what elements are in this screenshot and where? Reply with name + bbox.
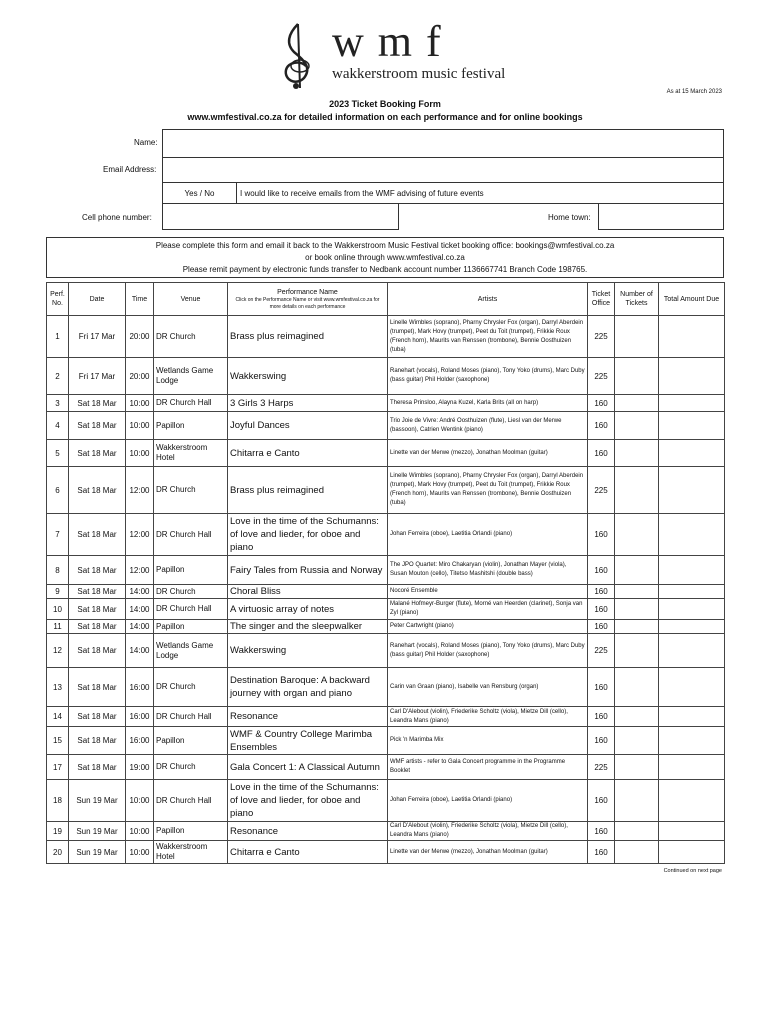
artists-cell: Pick 'n Marimba Mix — [388, 727, 588, 755]
artists-cell: Ranehart (vocals), Roland Moses (piano), Tony Yoko (drums), Marc Duby (bass guitar) Phil Holder (saxophone) — [388, 358, 588, 395]
table-row — [47, 841, 725, 864]
venue-cell: Wakkerstroom Hotel — [154, 841, 228, 864]
performance-name-link[interactable]: Chitarra e Canto — [228, 440, 388, 467]
email-field[interactable] — [162, 157, 724, 183]
artists-cell: Linette van der Merwe (mezzo), Jonathan Moolman (guitar) — [388, 440, 588, 467]
artists-cell: Theresa Prinsloo, Alayna Kuzel, Karla Brits (all on harp) — [388, 395, 588, 412]
perf-no-cell: 10 — [47, 599, 69, 620]
total-amount-field[interactable] — [659, 395, 725, 412]
ticket-price-cell: 225 — [588, 634, 615, 668]
artists-cell: Carin van Graan (piano), Isabelle van Rensburg (organ) — [388, 668, 588, 707]
time-cell: 20:00 — [126, 316, 154, 358]
number-of-tickets-field[interactable] — [615, 707, 659, 727]
venue-cell: Wakkerstroom Hotel — [154, 440, 228, 467]
venue-cell: Papillon — [154, 556, 228, 585]
perf-no-cell: 9 — [47, 585, 69, 599]
table-row — [47, 395, 725, 412]
time-cell: 12:00 — [126, 467, 154, 514]
performance-name-link[interactable]: Brass plus reimagined — [228, 467, 388, 514]
perf-no-cell: 17 — [47, 755, 69, 780]
performance-name-link[interactable]: The singer and the sleepwalker — [228, 620, 388, 634]
booking-instructions — [46, 237, 724, 278]
table-row — [47, 599, 725, 620]
form-title: 2023 Ticket Booking Form — [329, 99, 441, 109]
artists-cell: WMF artists - refer to Gala Concert programme in the Programme Booklet — [388, 755, 588, 780]
table-row — [47, 440, 725, 467]
number-of-tickets-field[interactable] — [615, 412, 659, 440]
perf-no-cell: 1 — [47, 316, 69, 358]
artists-cell: Linelle Wimbles (soprano), Pharny Chrysler Fox (organ), Darryl Aberdein (trumpet), Mark Hovy (trumpet), Peet du Toit (trumpet), Frikkie Roux (French horn), Maurits van Renssen (trombone), Bennie Oosthuizen (tuba) — [388, 316, 588, 358]
time-cell: 20:00 — [126, 358, 154, 395]
perf-no-cell: 15 — [47, 727, 69, 755]
artists-cell: Carl D'Alebout (violin), Friederike Scholtz (viola), Mietze Dill (cello), Leandra Mans (piano) — [388, 707, 588, 727]
time-cell: 10:00 — [126, 841, 154, 864]
header-ticket-office: Ticket Office — [588, 283, 615, 316]
number-of-tickets-field[interactable] — [615, 780, 659, 822]
ticket-price-cell: 225 — [588, 358, 615, 395]
table-row — [47, 585, 725, 599]
perf-no-cell: 2 — [47, 358, 69, 395]
date-cell: Sat 18 Mar — [69, 620, 126, 634]
number-of-tickets-field[interactable] — [615, 841, 659, 864]
continued-note: Continued on next page — [663, 868, 722, 874]
number-of-tickets-field[interactable] — [615, 634, 659, 668]
number-of-tickets-field[interactable] — [615, 556, 659, 585]
time-cell: 19:00 — [126, 755, 154, 780]
total-amount-field[interactable] — [659, 620, 725, 634]
perf-no-cell: 6 — [47, 467, 69, 514]
time-cell: 10:00 — [126, 440, 154, 467]
performance-name-link[interactable]: Joyful Dances — [228, 412, 388, 440]
ticket-price-cell: 160 — [588, 822, 615, 841]
time-cell: 16:00 — [126, 707, 154, 727]
ticket-price-cell: 160 — [588, 620, 615, 634]
number-of-tickets-field[interactable] — [615, 467, 659, 514]
ticket-price-cell: 160 — [588, 841, 615, 864]
table-row — [47, 358, 725, 395]
ticket-price-cell: 160 — [588, 556, 615, 585]
venue-cell: Papillon — [154, 620, 228, 634]
number-of-tickets-field[interactable] — [615, 599, 659, 620]
table-row — [47, 822, 725, 841]
performance-name-link[interactable]: Wakkerswing — [228, 634, 388, 668]
date-cell: Sat 18 Mar — [69, 599, 126, 620]
home-town-label: Home town: — [548, 213, 591, 222]
date-cell: Sat 18 Mar — [69, 727, 126, 755]
total-amount-field[interactable] — [659, 440, 725, 467]
date-cell: Sat 18 Mar — [69, 668, 126, 707]
venue-cell: DR Church Hall — [154, 599, 228, 620]
venue-cell: DR Church — [154, 668, 228, 707]
number-of-tickets-field[interactable] — [615, 755, 659, 780]
as-at-date: As at 15 March 2023 — [666, 89, 722, 95]
treble-clef-logo-icon — [270, 20, 330, 90]
total-amount-field[interactable] — [659, 780, 725, 822]
table-row — [47, 634, 725, 668]
date-cell: Sat 18 Mar — [69, 707, 126, 727]
date-cell: Sat 18 Mar — [69, 634, 126, 668]
email-optin-text: I would like to receive emails from the WMF advising of future events — [240, 189, 484, 198]
total-amount-field[interactable] — [659, 668, 725, 707]
date-cell: Sun 19 Mar — [69, 822, 126, 841]
email-optin-box — [236, 182, 724, 204]
performance-name-link[interactable]: Wakkerswing — [228, 358, 388, 395]
ticket-price-cell: 160 — [588, 412, 615, 440]
artists-cell: Linette van der Merwe (mezzo), Jonathan Moolman (guitar) — [388, 841, 588, 864]
performance-name-link[interactable]: 3 Girls 3 Harps — [228, 395, 388, 412]
venue-cell: DR Church — [154, 755, 228, 780]
time-cell: 14:00 — [126, 599, 154, 620]
number-of-tickets-field[interactable] — [615, 585, 659, 599]
number-of-tickets-field[interactable] — [615, 514, 659, 556]
ticket-price-cell: 160 — [588, 668, 615, 707]
time-cell: 12:00 — [126, 514, 154, 556]
instructions-line-3: Please remit payment by electronic funds transfer to Nedbank account number 1136667741 Branch Code 198765. — [182, 265, 588, 274]
artists-cell: Malané Hofmeyr-Burger (flute), Morné van Heerden (clarinet), Sonja van Zyl (piano) — [388, 599, 588, 620]
cell-phone-field[interactable] — [162, 203, 399, 230]
perf-no-cell: 19 — [47, 822, 69, 841]
time-cell: 10:00 — [126, 780, 154, 822]
total-amount-field[interactable] — [659, 514, 725, 556]
table-row — [47, 620, 725, 634]
number-of-tickets-field[interactable] — [615, 440, 659, 467]
venue-cell: Papillon — [154, 822, 228, 841]
time-cell: 10:00 — [126, 395, 154, 412]
table-row — [47, 727, 725, 755]
email-label: Email Address: — [103, 165, 157, 174]
perf-no-cell: 8 — [47, 556, 69, 585]
perf-no-cell: 4 — [47, 412, 69, 440]
venue-cell: DR Church Hall — [154, 395, 228, 412]
table-header-row — [47, 283, 725, 316]
performance-name-link[interactable]: Brass plus reimagined — [228, 316, 388, 358]
artists-cell: Peter Cartwright (piano) — [388, 620, 588, 634]
performance-name-link[interactable]: Destination Baroque: A backward journey with organ and piano — [228, 668, 388, 707]
total-amount-field[interactable] — [659, 841, 725, 864]
number-of-tickets-field[interactable] — [615, 727, 659, 755]
table-row — [47, 514, 725, 556]
artists-cell: Carl D'Alebout (violin), Friederike Scholtz (viola), Mietze Dill (cello), Leandra Mans (piano) — [388, 822, 588, 841]
name-field[interactable] — [162, 129, 724, 158]
venue-cell: DR Church — [154, 316, 228, 358]
cell-phone-label: Cell phone number: — [82, 213, 152, 222]
ticket-price-cell: 160 — [588, 514, 615, 556]
number-of-tickets-field[interactable] — [615, 620, 659, 634]
time-cell: 10:00 — [126, 412, 154, 440]
form-url-line: www.wmfestival.co.za for detailed information on each performance and for online bookings — [187, 112, 583, 122]
time-cell: 14:00 — [126, 634, 154, 668]
total-amount-field[interactable] — [659, 556, 725, 585]
ticket-price-cell: 160 — [588, 727, 615, 755]
ticket-price-cell: 160 — [588, 707, 615, 727]
date-cell: Sat 18 Mar — [69, 556, 126, 585]
header-performance-name — [228, 283, 388, 316]
performance-name-link[interactable]: WMF & Country College Marimba Ensembles — [228, 727, 388, 755]
total-amount-field[interactable] — [659, 822, 725, 841]
date-cell: Sat 18 Mar — [69, 514, 126, 556]
perf-no-cell: 18 — [47, 780, 69, 822]
performance-name-link[interactable]: Resonance — [228, 707, 388, 727]
header-performance-name-note: Click on the Performance Name or visit www.wmfestival.co.za for more details on each performance — [235, 296, 380, 310]
total-amount-field[interactable] — [659, 467, 725, 514]
instructions-line-2: or book online through www.wmfestival.co.za — [305, 253, 465, 262]
ticket-price-cell: 160 — [588, 395, 615, 412]
venue-cell: Wetlands Game Lodge — [154, 634, 228, 668]
header-perf-no: Perf. No. — [47, 283, 69, 316]
yes-no-label: Yes / No — [184, 189, 215, 198]
artists-cell: Trio Joie de Vivre: André Oosthuizen (flute), Liesl van der Merwe (bassoon), Catrien Wentink (piano) — [388, 412, 588, 440]
performance-name-link[interactable]: Chitarra e Canto — [228, 841, 388, 864]
artists-cell: Johan Ferreira (oboe), Laetitia Orlandi (piano) — [388, 514, 588, 556]
perf-no-cell: 13 — [47, 668, 69, 707]
time-cell: 10:00 — [126, 822, 154, 841]
perf-no-cell: 12 — [47, 634, 69, 668]
logo-wordmark: wmf — [332, 17, 455, 66]
total-amount-field[interactable] — [659, 316, 725, 358]
total-amount-field[interactable] — [659, 707, 725, 727]
total-amount-field[interactable] — [659, 585, 725, 599]
date-cell: Sun 19 Mar — [69, 841, 126, 864]
header-time: Time — [126, 283, 154, 316]
header-date: Date — [69, 283, 126, 316]
time-cell: 12:00 — [126, 556, 154, 585]
performance-name-link[interactable]: Love in the time of the Schumanns: of love and lieder, for oboe and piano — [228, 514, 388, 556]
venue-cell: Papillon — [154, 727, 228, 755]
artists-cell: Nocoré Ensemble — [388, 585, 588, 599]
date-cell: Sat 18 Mar — [69, 395, 126, 412]
home-town-field[interactable] — [598, 203, 724, 230]
total-amount-field[interactable] — [659, 755, 725, 780]
table-row — [47, 668, 725, 707]
ticket-price-cell: 225 — [588, 316, 615, 358]
header-artists: Artists — [388, 283, 588, 316]
artists-cell: Linelle Wimbles (soprano), Pharny Chrysler Fox (organ), Darryl Aberdein (trumpet), Mark Hovy (trumpet), Peet du Toit (trumpet), Frikkie Roux (French horn), Maurits van Renssen (trombone), Bennie Oosthuizen (tuba) — [388, 467, 588, 514]
time-cell: 16:00 — [126, 668, 154, 707]
ticket-price-cell: 225 — [588, 467, 615, 514]
perf-no-cell: 20 — [47, 841, 69, 864]
ticket-price-cell: 160 — [588, 585, 615, 599]
performance-name-link[interactable]: Gala Concert 1: A Classical Autumn — [228, 755, 388, 780]
date-cell: Sat 18 Mar — [69, 467, 126, 514]
perf-no-cell: 11 — [47, 620, 69, 634]
table-row — [47, 316, 725, 358]
table-row — [47, 780, 725, 822]
table-row — [47, 755, 725, 780]
performance-name-link[interactable]: Resonance — [228, 822, 388, 841]
name-label: Name: — [134, 138, 158, 147]
venue-cell: Wetlands Game Lodge — [154, 358, 228, 395]
ticket-price-cell: 160 — [588, 599, 615, 620]
venue-cell: DR Church Hall — [154, 780, 228, 822]
venue-cell: DR Church — [154, 467, 228, 514]
logo-subtitle: wakkerstroom music festival — [332, 66, 506, 82]
performance-name-link[interactable]: A virtuosic array of notes — [228, 599, 388, 620]
header-performance-name-label: Performance Name — [277, 288, 338, 296]
header-number-of-tickets: Number of Tickets — [615, 283, 659, 316]
perf-no-cell: 14 — [47, 707, 69, 727]
perf-no-cell: 5 — [47, 440, 69, 467]
artists-cell: The JPO Quartet: Miro Chakaryan (violin), Jonathan Mayer (viola), Susan Mouton (cello), Titetso Mashitshi (double bass) — [388, 556, 588, 585]
table-row — [47, 412, 725, 440]
total-amount-field[interactable] — [659, 727, 725, 755]
date-cell: Sun 19 Mar — [69, 780, 126, 822]
table-row — [47, 556, 725, 585]
header-total-amount: Total Amount Due — [659, 283, 725, 316]
total-amount-field[interactable] — [659, 358, 725, 395]
time-cell: 14:00 — [126, 620, 154, 634]
time-cell: 16:00 — [126, 727, 154, 755]
performance-table — [46, 282, 725, 864]
yes-no-field[interactable] — [162, 182, 237, 204]
time-cell: 14:00 — [126, 585, 154, 599]
date-cell: Sat 18 Mar — [69, 755, 126, 780]
perf-no-cell: 7 — [47, 514, 69, 556]
number-of-tickets-field[interactable] — [615, 668, 659, 707]
performance-name-link[interactable]: Choral Bliss — [228, 585, 388, 599]
artists-cell: Johan Ferreira (oboe), Laetitia Orlandi (piano) — [388, 780, 588, 822]
artists-cell: Ranehart (vocals), Roland Moses (piano), Tony Yoko (drums), Marc Duby (bass guitar) Phil Holder (saxophone) — [388, 634, 588, 668]
header-venue: Venue — [154, 283, 228, 316]
venue-cell: DR Church — [154, 585, 228, 599]
number-of-tickets-field[interactable] — [615, 316, 659, 358]
date-cell: Sat 18 Mar — [69, 412, 126, 440]
number-of-tickets-field[interactable] — [615, 822, 659, 841]
venue-cell: DR Church Hall — [154, 514, 228, 556]
number-of-tickets-field[interactable] — [615, 395, 659, 412]
table-row — [47, 467, 725, 514]
venue-cell: DR Church Hall — [154, 707, 228, 727]
total-amount-field[interactable] — [659, 634, 725, 668]
total-amount-field[interactable] — [659, 599, 725, 620]
performance-name-link[interactable]: Fairy Tales from Russia and Norway — [228, 556, 388, 585]
performance-name-link[interactable]: Love in the time of the Schumanns: of love and lieder, for oboe and piano — [228, 780, 388, 822]
number-of-tickets-field[interactable] — [615, 358, 659, 395]
ticket-price-cell: 160 — [588, 440, 615, 467]
date-cell: Fri 17 Mar — [69, 316, 126, 358]
date-cell: Fri 17 Mar — [69, 358, 126, 395]
venue-cell: Papillon — [154, 412, 228, 440]
total-amount-field[interactable] — [659, 412, 725, 440]
date-cell: Sat 18 Mar — [69, 585, 126, 599]
ticket-price-cell: 160 — [588, 780, 615, 822]
ticket-price-cell: 225 — [588, 755, 615, 780]
table-row — [47, 707, 725, 727]
instructions-line-1: Please complete this form and email it back to the Wakkerstroom Music Festival ticket booking office: bookings@wmfestival.co.za — [155, 241, 615, 250]
date-cell: Sat 18 Mar — [69, 440, 126, 467]
perf-no-cell: 3 — [47, 395, 69, 412]
